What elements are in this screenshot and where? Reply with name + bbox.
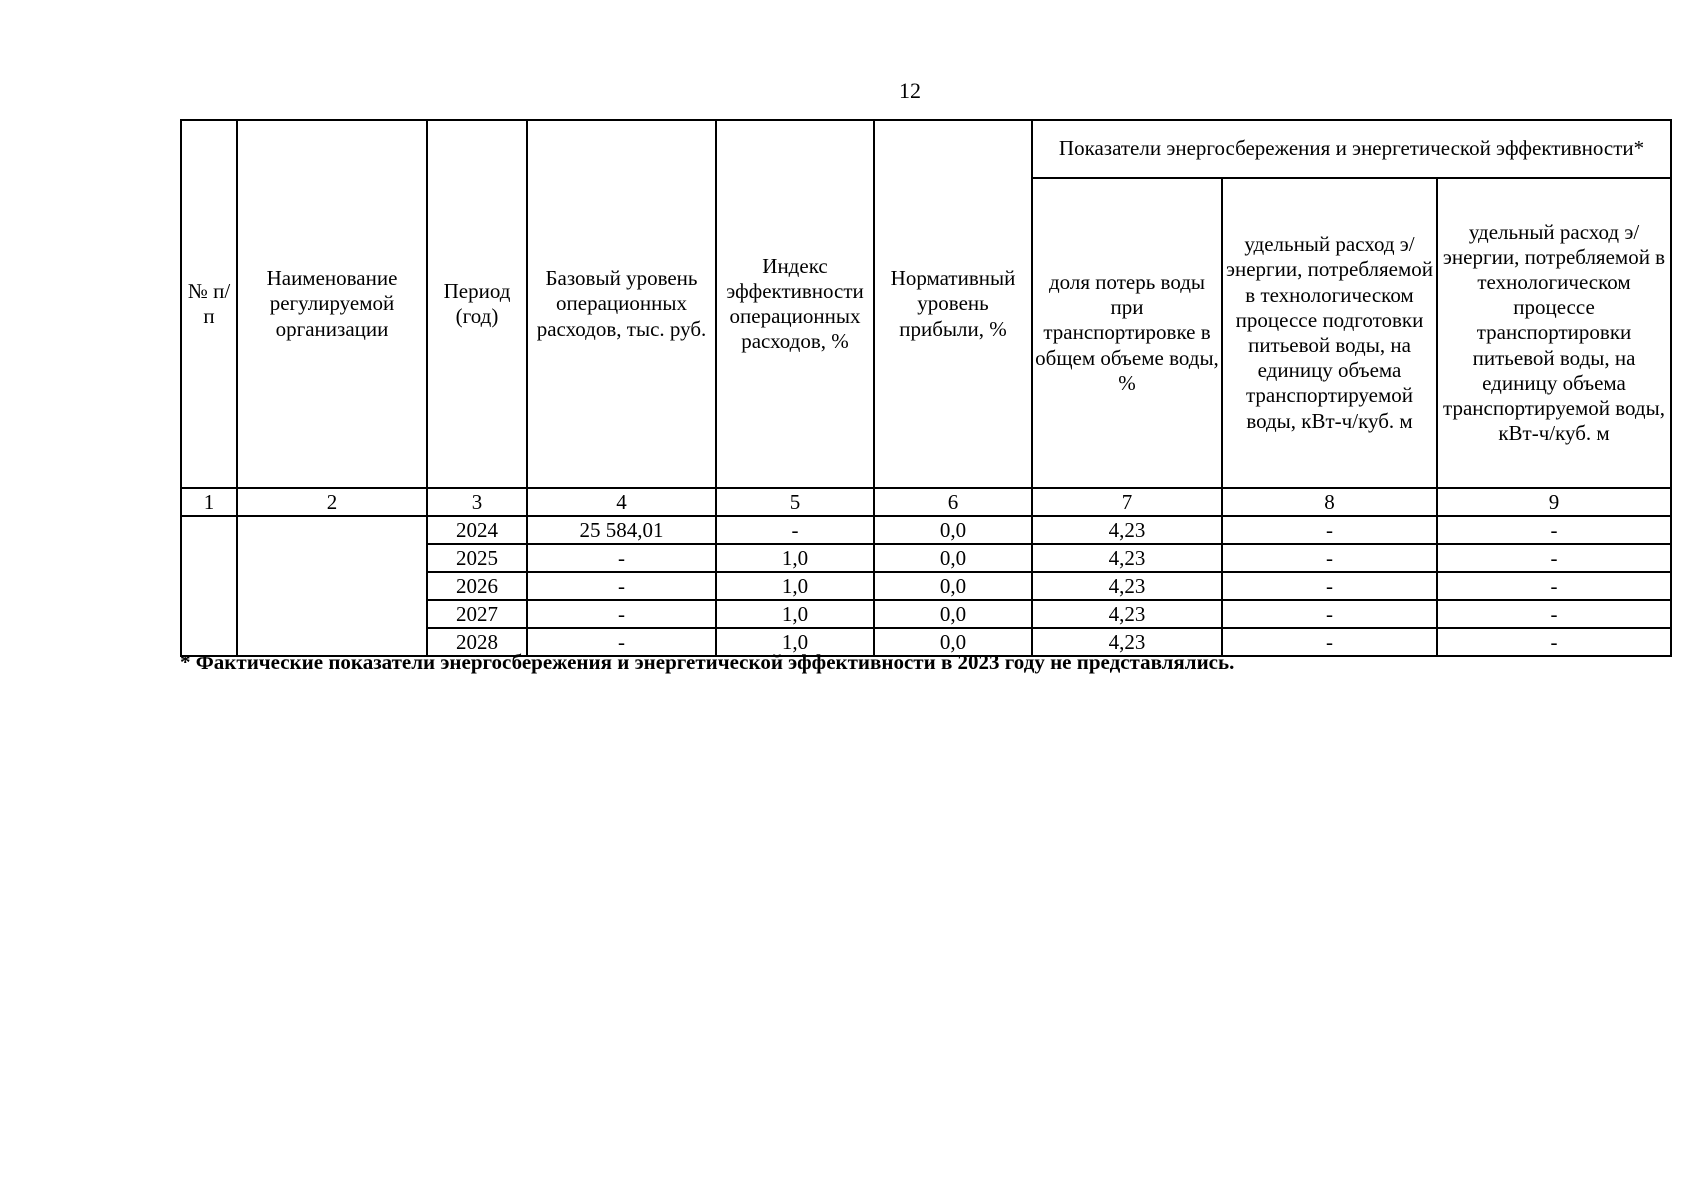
cell-base-opex: - (527, 628, 716, 656)
column-number: 9 (1437, 488, 1671, 516)
col-header-energy-transport: удельный расход э/энергии, потребляемой в технологическом процессе транспортировки питьевой воды, на единицу объема транспортируемой воды, кВт-ч/куб. м (1437, 178, 1671, 488)
cell-base-opex: 25 584,01 (527, 516, 716, 544)
cell-energy-transport: - (1437, 544, 1671, 572)
col-header-energy-preparation: удельный расход э/энергии, потребляемой в технологическом процессе подготовки питьевой воды, на единицу объема транспортируемой воды, кВт-ч/куб. м (1222, 178, 1437, 488)
cell-water-loss: 4,23 (1032, 516, 1222, 544)
cell-year: 2026 (427, 572, 527, 600)
row-number-cell (181, 516, 237, 656)
cell-base-opex: - (527, 544, 716, 572)
cell-profit-level: 0,0 (874, 600, 1032, 628)
cell-energy-preparation: - (1222, 600, 1437, 628)
cell-profit-level: 0,0 (874, 544, 1032, 572)
page-number: 12 (899, 78, 921, 103)
column-number: 5 (716, 488, 874, 516)
column-number: 2 (237, 488, 427, 516)
tariff-indicators-table (180, 119, 1672, 657)
cell-energy-transport: - (1437, 600, 1671, 628)
header-row-group (181, 120, 1671, 178)
cell-year: 2028 (427, 628, 527, 656)
cell-base-opex: - (527, 572, 716, 600)
col-header-profit-level: Нормативный уровень прибыли, % (874, 120, 1032, 488)
col-header-base-opex: Базовый уровень операционных расходов, тыс. руб. (527, 120, 716, 488)
cell-energy-preparation: - (1222, 544, 1437, 572)
col-header-number: № п/п (181, 120, 237, 488)
column-number: 4 (527, 488, 716, 516)
cell-profit-level: 0,0 (874, 516, 1032, 544)
column-number-row (181, 488, 1671, 516)
col-header-period: Период (год) (427, 120, 527, 488)
cell-water-loss: 4,23 (1032, 600, 1222, 628)
cell-base-opex: - (527, 600, 716, 628)
organization-name-cell (237, 516, 427, 656)
column-number: 3 (427, 488, 527, 516)
col-group-header-energy: Показатели энергосбережения и энергетической эффективности* (1032, 120, 1671, 178)
column-number: 7 (1032, 488, 1222, 516)
cell-efficiency-index: 1,0 (716, 628, 874, 656)
cell-energy-preparation: - (1222, 516, 1437, 544)
cell-energy-preparation: - (1222, 572, 1437, 600)
cell-efficiency-index: 1,0 (716, 572, 874, 600)
col-header-organization: Наименование регулируемой организации (237, 120, 427, 488)
cell-water-loss: 4,23 (1032, 544, 1222, 572)
cell-year: 2027 (427, 600, 527, 628)
cell-energy-transport: - (1437, 572, 1671, 600)
cell-energy-preparation: - (1222, 628, 1437, 656)
cell-efficiency-index: 1,0 (716, 544, 874, 572)
cell-efficiency-index: 1,0 (716, 600, 874, 628)
cell-water-loss: 4,23 (1032, 628, 1222, 656)
column-number: 1 (181, 488, 237, 516)
cell-year: 2025 (427, 544, 527, 572)
col-header-water-loss: доля потерь воды при транспортировке в общем объеме воды, % (1032, 178, 1222, 488)
cell-profit-level: 0,0 (874, 628, 1032, 656)
cell-energy-transport: - (1437, 516, 1671, 544)
col-header-efficiency-index: Индекс эффективности операционных расходов, % (716, 120, 874, 488)
table-row (181, 516, 1671, 544)
footnote: * Фактические показатели энергосбережения и энергетической эффективности в 2023 году не представлялись. (180, 650, 1235, 674)
cell-water-loss: 4,23 (1032, 572, 1222, 600)
cell-energy-transport: - (1437, 628, 1671, 656)
column-number: 8 (1222, 488, 1437, 516)
column-number: 6 (874, 488, 1032, 516)
cell-year: 2024 (427, 516, 527, 544)
cell-profit-level: 0,0 (874, 572, 1032, 600)
cell-efficiency-index: - (716, 516, 874, 544)
